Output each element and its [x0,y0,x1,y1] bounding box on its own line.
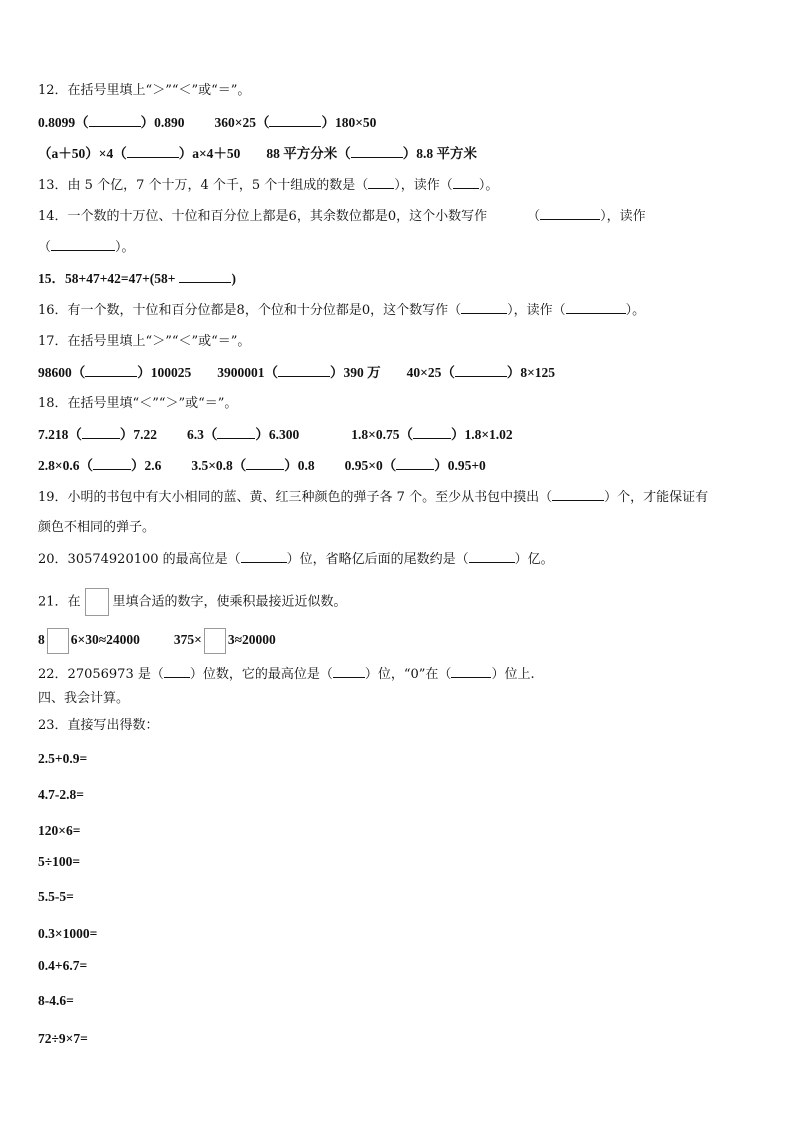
q20-c: ）亿。 [514,552,554,567]
answer-blank[interactable] [82,426,120,439]
q14-e: ）。 [115,240,135,255]
q17-c: 3900001（ [217,365,278,380]
q16-c: ）。 [625,303,646,318]
q19-line1 [38,488,708,507]
q18-r2-b: ）2.6 [130,458,162,473]
q18-r2-f: ）0.95+0 [434,458,486,473]
q21-r1-b: 6×30≈24000 [70,632,140,648]
q12-row2 [38,145,477,163]
answer-blank[interactable] [85,364,137,377]
answer-blank[interactable] [540,207,600,220]
section-heading: 四、我会计算。 [38,691,130,706]
q17-d: ）390 万 [330,365,381,380]
q18-r1-e: 1.8×0.75（ [351,427,413,442]
q18-row2 [38,457,486,475]
q20-b: ）位，省略亿后面的尾数约是（ [286,552,469,567]
q22-c: ）位，“0”在（ [364,667,452,682]
digit-input-box[interactable] [47,628,69,654]
answer-blank[interactable] [269,114,321,127]
q12-r2-a: （a＋50）×4（ [38,146,127,161]
q20-a: 20．30574920100 的最高位是（ [38,552,241,567]
answer-blank[interactable] [217,426,255,439]
q15-a: 15．58+47+42=47+(58+ [38,271,176,286]
q23-title: 23．直接写出得数： [38,718,159,733]
answer-blank[interactable] [179,270,231,283]
calc-item: 5.5-5= [38,889,74,904]
q13-b: ），读作（ [394,178,453,193]
q18-r2-c: 3.5×0.8（ [191,458,247,473]
q13 [38,176,498,195]
calc-item: 4.7-2.8= [38,787,84,802]
q18-r1-f: ）1.8×1.02 [450,427,513,442]
answer-blank[interactable] [451,665,491,678]
answer-blank[interactable] [164,665,190,678]
q14-d: （ [38,240,52,255]
calc-item: 0.3×1000= [38,926,98,941]
q12-title: 12．在括号里填上“＞”“＜”或“＝”。 [38,83,251,98]
q12-r1-d: ）180×50 [321,115,377,130]
q14-a: 14．一个数的十万位、十位和百分位上都是6，其余数位都是0，这个小数写作 [38,209,488,224]
q18-r1-b: ）7.22 [119,427,157,442]
q18-r1-c: 6.3（ [187,427,218,442]
answer-blank[interactable] [413,426,451,439]
q16-b: ），读作（ [507,303,566,318]
calc-item: 2.5+0.9= [38,751,88,766]
calc-item: 5÷100= [38,854,81,869]
q21-a: 21．在 [38,594,81,610]
q18-r1-a: 7.218（ [38,427,82,442]
digit-input-box[interactable] [204,628,226,654]
q17-f: ）8×125 [506,365,556,380]
q21-r1-a: 8 [38,632,45,648]
answer-blank[interactable] [127,145,179,158]
q12-row1 [38,114,376,132]
answer-blank[interactable] [455,364,507,377]
q18-row1 [38,426,513,444]
q18-r2-a: 2.8×0.6（ [38,458,93,473]
answer-blank[interactable] [93,457,131,470]
q21-line1 [38,588,347,616]
q22-d: ）位上. [491,667,535,682]
answer-blank[interactable] [241,550,287,563]
q12-r2-c: 88 平方分米（ [266,146,351,161]
q17-a: 98600（ [38,365,86,380]
q17-row1 [38,364,555,382]
q16-a: 16．有一个数，十位和百分位都是8，个位和十分位都是0，这个数写作（ [38,303,462,318]
q12-r2-b: ）a×4＋50 [178,146,241,161]
q14-line2 [38,238,135,257]
q12-r1-b: ）0.890 [140,115,185,130]
q12-r1-a: 0.8099（ [38,115,89,130]
answer-blank[interactable] [51,238,115,251]
q14-line1 [38,207,646,226]
q18-title: 18．在括号里填“＜”“＞”或“＝”。 [38,396,238,411]
q22 [38,665,535,684]
calc-item: 120×6= [38,823,81,838]
calc-item: 72÷9×7= [38,1031,88,1046]
q21-r1-c: 375× [173,632,202,648]
q15-b: ) [231,271,236,286]
q15 [38,270,236,288]
q17-b: ）100025 [137,365,192,380]
q17-title: 17．在括号里填上“＞”“＜”或“＝”。 [38,334,251,349]
q17-e: 40×25（ [406,365,455,380]
digit-box [85,588,109,616]
q20 [38,550,554,569]
answer-blank[interactable] [453,176,479,189]
answer-blank[interactable] [333,665,365,678]
answer-blank[interactable] [461,301,507,314]
q21-b: 里填合适的数字，使乘积最接近近似数。 [112,594,347,610]
calc-item: 8-4.6= [38,993,74,1008]
answer-blank[interactable] [552,488,604,501]
q19-line2: 颜色不相同的弹子。 [38,520,156,535]
q18-r2-d: ）0.8 [284,458,315,473]
q12-r1-c: 360×25（ [214,115,270,130]
q19-b: ）个，才能保证有 [604,490,709,505]
answer-blank[interactable] [469,550,515,563]
q13-a: 13．由 5 个亿，7 个十万，4 个千，5 个十组成的数是（ [38,178,369,193]
q18-r1-d: ）6.300 [255,427,300,442]
answer-blank[interactable] [89,114,141,127]
answer-blank[interactable] [396,457,434,470]
answer-blank[interactable] [368,176,394,189]
q21-row1 [38,628,276,654]
q14-c: ），读作 [600,209,646,224]
q22-a: 22．27056973 是（ [38,667,164,682]
q22-b: ）位数，它的最高位是（ [189,667,333,682]
q16 [38,301,645,320]
q18-r2-e: 0.95×0（ [344,458,397,473]
answer-blank[interactable] [566,301,626,314]
q14-b: （ [527,209,541,224]
answer-blank[interactable] [278,364,330,377]
answer-blank[interactable] [246,457,284,470]
q13-c: ）。 [478,178,499,193]
calc-item: 0.4+6.7= [38,958,88,973]
answer-blank[interactable] [351,145,403,158]
q12-r2-d: ）8.8 平方米 [402,146,478,161]
q19-a: 19．小明的书包中有大小相同的蓝、黄、红三种颜色的弹子各 7 个。至少从书包中摸出（ [38,490,553,505]
q21-r1-d: 3≈20000 [227,632,276,648]
